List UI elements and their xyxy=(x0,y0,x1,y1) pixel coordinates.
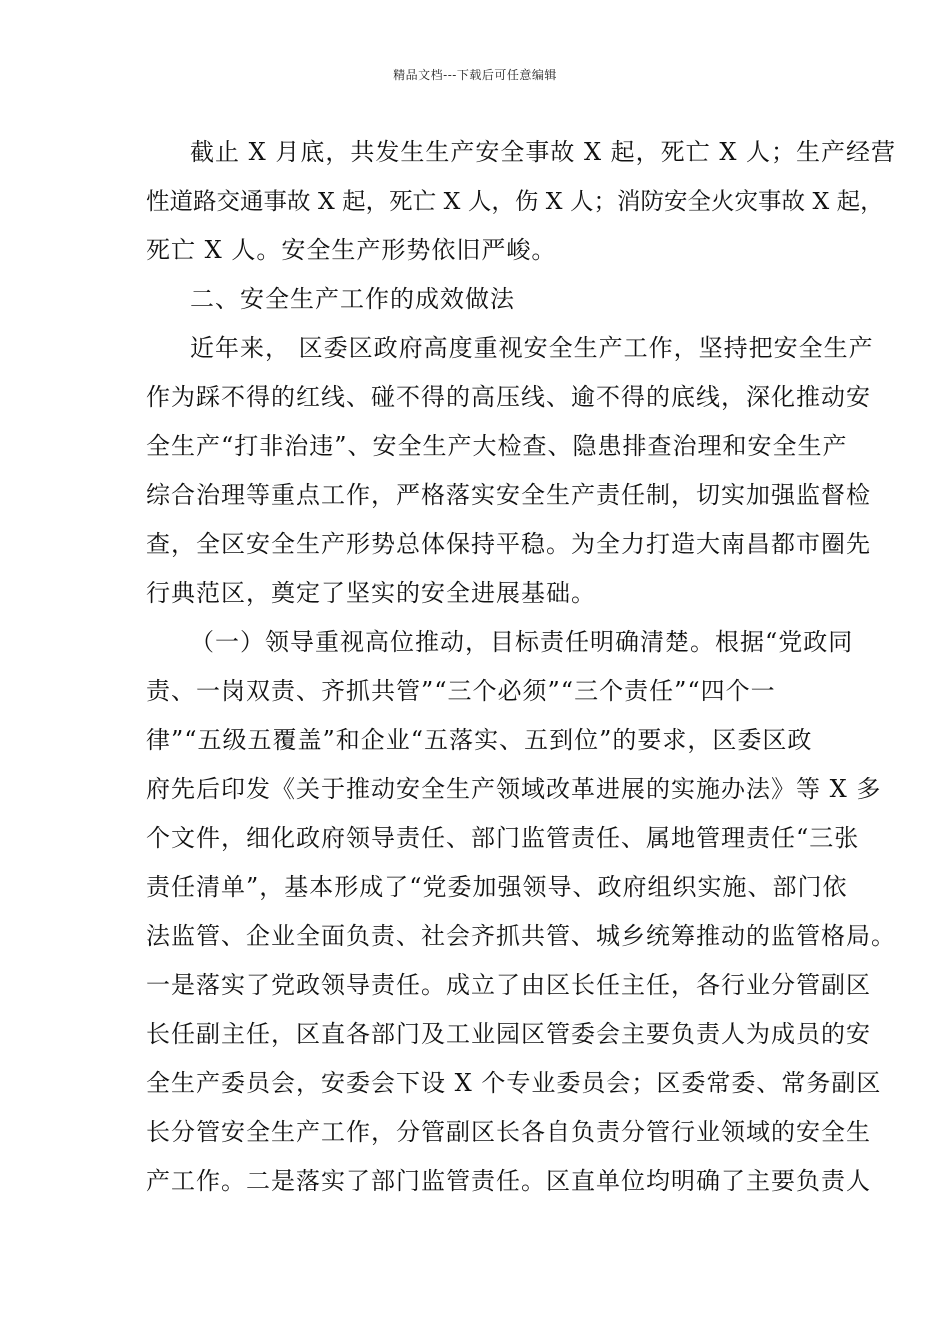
paragraph-line: 查，全区安全生产形势总体保持平稳。为全力打造大南昌都市圈先 xyxy=(146,530,871,558)
paragraph-line: 行典范区，奠定了坚实的安全进展基础。 xyxy=(146,579,596,607)
paragraph-line: 法监管、企业全面负责、社会齐抓共管、城乡统筹推动的监管格局。 xyxy=(146,922,896,950)
paragraph-line: 长分管安全生产工作，分管副区长各自负责分管行业领域的安全生 xyxy=(146,1118,871,1146)
paragraph-line: 责任清单”，基本形成了“党委加强领导、政府组织实施、部门依 xyxy=(146,873,848,901)
paragraph-line: 全生产委员会，安委会下设 X 个专业委员会；区委常委、常务副区 xyxy=(146,1069,882,1097)
section-heading: 二、安全生产工作的成效做法 xyxy=(190,285,515,313)
paragraph-line: 性道路交通事故 X 起，死亡 X 人，伤 X 人；消防安全火灾事故 X 起， xyxy=(146,187,884,215)
paragraph-line: 综合治理等重点工作，严格落实安全生产责任制，切实加强监督检 xyxy=(146,481,871,509)
page-header: 精品文档---下载后可任意编辑 xyxy=(393,68,557,82)
subsection-line: （一）领导重视高位推动，目标责任明确清楚。根据“党政同 xyxy=(190,628,854,656)
paragraph-line: 截止 X 月底，共发生生产安全事故 X 起，死亡 X 人；生产经营 xyxy=(190,138,897,166)
paragraph-line: 产工作。二是落实了部门监管责任。区直单位均明确了主要负责人 xyxy=(146,1167,871,1195)
paragraph-line: 死亡 X 人。安全生产形势依旧严峻。 xyxy=(146,236,557,264)
paragraph-line: 府先后印发《关于推动安全生产领域改革进展的实施办法》等 X 多 xyxy=(146,775,882,803)
paragraph-line: 作为踩不得的红线、碰不得的高压线、逾不得的底线，深化推动安 xyxy=(146,383,871,411)
paragraph-line: 个文件，细化政府领导责任、部门监管责任、属地管理责任“三张 xyxy=(146,824,860,852)
paragraph-line: 责、一岗双责、齐抓共管”“三个必须”“三个责任”“四个一 xyxy=(146,677,776,705)
paragraph-line: 长任副主任，区直各部门及工业园区管委会主要负责人为成员的安 xyxy=(146,1020,871,1048)
paragraph-line: 近年来， 区委区政府高度重视安全生产工作，坚持把安全生产 xyxy=(190,334,874,362)
paragraph-line: 律”“五级五覆盖”和企业“五落实、五到位”的要求，区委区政 xyxy=(146,726,813,754)
paragraph-line: 一是落实了党政领导责任。成立了由区长任主任，各行业分管副区 xyxy=(146,971,871,999)
paragraph-line: 全生产“打非治违”、安全生产大检查、隐患排查治理和安全生产 xyxy=(146,432,848,460)
